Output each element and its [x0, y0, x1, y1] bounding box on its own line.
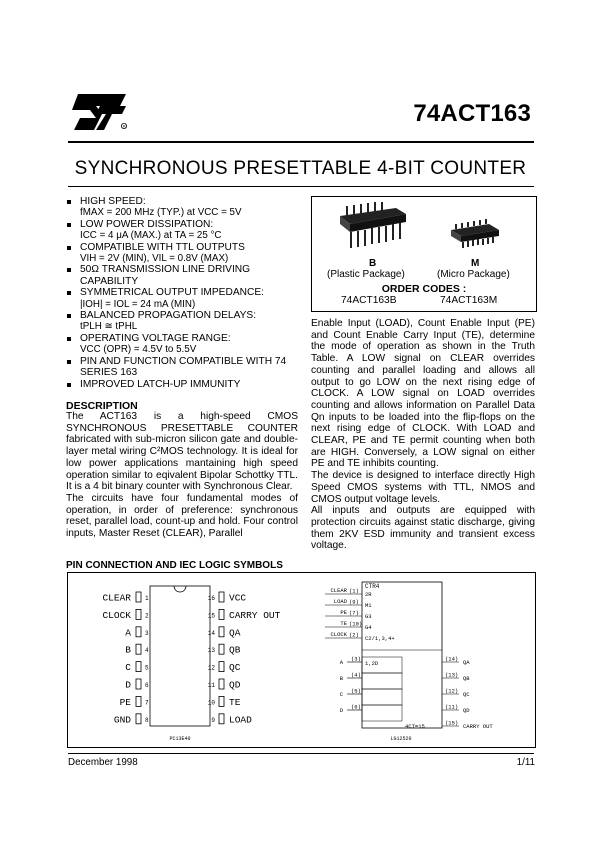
- iec-code: LG12520: [390, 736, 412, 742]
- dip-pin-number: 14: [207, 629, 215, 637]
- iec-output-number: (15): [445, 719, 459, 727]
- document-title: SYNCHRONOUS PRESETTABLE 4-BIT COUNTER: [74, 158, 527, 179]
- order-code-b: 74ACT163B: [341, 295, 397, 306]
- dip-pin-label: TE: [229, 696, 241, 708]
- iec-input-number: (9): [349, 598, 359, 606]
- iec-output-number: (11): [445, 703, 459, 711]
- dip-pin-number: 5: [145, 664, 149, 672]
- dip-pin-label: VCC: [229, 592, 247, 604]
- title-rule: [68, 186, 534, 187]
- iec-data-number: (5): [351, 687, 361, 695]
- description-paragraph: The ACT163 is a high-speed CMOS SYNCHRONOUS PRESETTABLE COUNTER fabricated with sub-micron silicon gate and double-layer metal wiring C²MOS technology. It is ideal for low power applications mantaining high speed operation similar to eqivalent Bipolar Schottky TTL. It is a 4 bit binary counter with Synchronous Clear.: [66, 411, 298, 493]
- so-package-image: [447, 218, 503, 252]
- dip-pin-label: PE: [119, 696, 131, 708]
- iec-output-number: (14): [445, 655, 459, 663]
- dip-pin-number: 1: [145, 595, 149, 602]
- dip-pin-label: CLOCK: [102, 609, 131, 621]
- dip-pin-label: CARRY OUT: [229, 609, 281, 621]
- feature-item: COMPATIBLE WITH TTL OUTPUTS VIH = 2V (MIN), VIL = 0.8V (MAX): [66, 242, 301, 265]
- dip-pin-left: [136, 627, 141, 637]
- iec-carry-function: 4CT=15: [405, 723, 425, 730]
- dip-pin-left: [136, 679, 141, 689]
- dip-pin-right: [219, 662, 224, 672]
- dip-pin-left: [136, 662, 141, 672]
- iec-output-label: QB: [463, 675, 470, 682]
- iec-data-label: A: [339, 659, 343, 666]
- part-number: 74ACT163: [413, 100, 531, 127]
- dip-pin-right: [219, 696, 224, 706]
- dip-pin-number: 6: [145, 682, 149, 689]
- iec-title: CTR4: [365, 583, 380, 590]
- dip-pin-number: 7: [145, 699, 149, 707]
- dip-pin-right: [219, 609, 224, 619]
- feature-item: LOW POWER DISSIPATION: ICC = 4 μA (MAX.) at TA = 25 °C: [66, 219, 301, 242]
- dip-pin-right: [219, 679, 224, 689]
- dip-pin-number: 11: [207, 682, 215, 689]
- footer-page: 1/11: [516, 757, 535, 768]
- dip-pin-label: CLEAR: [102, 592, 131, 604]
- st-logo: [72, 92, 128, 132]
- dip-pin-number: 13: [207, 647, 215, 655]
- iec-input-function: C2/1,3,4+: [365, 635, 395, 642]
- iec-input-number: (1): [349, 587, 359, 595]
- dip-pin-right: [219, 592, 224, 602]
- feature-item: 50Ω TRANSMISSION LINE DRIVING CAPABILITY: [66, 264, 301, 287]
- iec-input-number: (7): [349, 609, 359, 617]
- dip-pin-label: QC: [229, 662, 241, 674]
- dip-pin-label: A: [125, 627, 131, 639]
- iec-input-function: G3: [365, 613, 372, 620]
- iec-data-cell: [362, 689, 402, 705]
- description-paragraph: All inputs and outputs are equipped with protection circuits against static discharge, giving them 2KV ESD immunity and transient excess voltage.: [311, 505, 535, 552]
- description-continued: [311, 318, 535, 552]
- pin-diagram: [67, 572, 536, 748]
- dip-pin-number: 12: [207, 664, 215, 672]
- iec-input-number: (2): [349, 631, 359, 639]
- iec-data-cell: [362, 705, 402, 721]
- dip-pin-label: D: [125, 679, 131, 691]
- dip-pin-number: 2: [145, 612, 149, 620]
- iec-data-function: 1,2D: [365, 660, 379, 667]
- dip-pin-label: QA: [229, 627, 241, 639]
- iec-input-function: G4: [365, 624, 372, 631]
- dip-pin-left: [136, 592, 141, 602]
- description-paragraph: The device is designed to interface directly High Speed CMOS systems with TTL, NMOS and CMOS output voltage levels.: [311, 470, 535, 505]
- dip-pin-left: [136, 696, 141, 706]
- dip-pin-number: 3: [145, 629, 149, 637]
- package-b-name: (Plastic Package): [327, 269, 405, 280]
- description-heading: DESCRIPTION: [66, 400, 138, 412]
- dip-pin-label: B: [125, 644, 131, 656]
- iec-data-cell: [362, 673, 402, 689]
- feature-item: SYMMETRICAL OUTPUT IMPEDANCE: |IOH| = IOL = 24 mA (MIN): [66, 287, 301, 310]
- package-m-label: M: [471, 258, 480, 269]
- dip-notch: [174, 586, 186, 592]
- dip-pin-right: [219, 714, 224, 724]
- features-list: [66, 196, 301, 390]
- package-b-label: B: [369, 258, 377, 269]
- header-rule: [68, 141, 534, 143]
- feature-item: PIN AND FUNCTION COMPATIBLE WITH 74 SERIES 163: [66, 356, 301, 379]
- svg-text:R: R: [122, 123, 126, 129]
- dip-pin-label: QB: [229, 644, 241, 656]
- iec-input-number: (10): [349, 620, 363, 628]
- iec-input-label: CLEAR: [330, 587, 347, 594]
- iec-output-label: QA: [463, 659, 470, 666]
- iec-input-label: TE: [340, 620, 347, 627]
- dip-pin-number: 15: [207, 612, 215, 620]
- dip-pin-left: [136, 609, 141, 619]
- dip-pin-label: C: [125, 662, 131, 674]
- dip-pin-number: 8: [145, 716, 149, 724]
- iec-data-number: (3): [351, 655, 361, 663]
- iec-data-number: (4): [351, 671, 361, 679]
- dip-pin-right: [219, 644, 224, 654]
- iec-input-label: CLOCK: [330, 631, 347, 638]
- dip-pin-left: [136, 644, 141, 654]
- iec-data-number: (6): [351, 703, 361, 711]
- dip-pin-label: QD: [229, 679, 241, 691]
- dip-pin-label: GND: [113, 714, 131, 726]
- description-paragraph: Enable Input (LOAD), Count Enable Input (PE) and Count Enable Carry Input (TE), determine the mode of operation as shown in the Truth Table. A LOW signal on CLEAR overrides counting and parallel loading and allows all output to go LOW on the next rising edge of CLOCK. A LOW signal on LOAD overrides counting and allows information on Parallel Data Qn inputs to be loaded into the flip-flops on the next rising edge of CLOCK. With LOAD and CLEAR, PE and TE permit counting when both are HIGH. Conversely, a LOW signal on either PE and TE inhibits counting.: [311, 318, 535, 470]
- iec-data-label: B: [339, 675, 343, 682]
- iec-output-label: QD: [463, 707, 470, 714]
- dip-code: PC13E40: [169, 736, 191, 742]
- iec-input-function: M1: [365, 602, 372, 609]
- iec-input-label: LOAD: [333, 598, 347, 605]
- iec-input-function: 2R: [365, 591, 372, 598]
- order-code-m: 74ACT163M: [440, 295, 498, 306]
- feature-item: BALANCED PROPAGATION DELAYS: tPLH ≅ tPHL: [66, 310, 301, 333]
- description-paragraph: The circuits have four fundamental modes of operation, in order of preference: synchronous reset, parallel load, count-up and hold. Four control inputs, Master Reset (CLEAR), Parallel: [66, 492, 298, 540]
- description-body: [66, 411, 298, 540]
- iec-data-label: C: [339, 691, 343, 698]
- iec-input-label: PE: [340, 609, 347, 616]
- dip-pin-number: 9: [211, 716, 215, 724]
- feature-item: HIGH SPEED: fMAX = 200 MHz (TYP.) at VCC = 5V: [66, 196, 301, 219]
- dip-pin-label: LOAD: [229, 714, 252, 726]
- iec-output-number: (12): [445, 687, 459, 695]
- feature-item: OPERATING VOLTAGE RANGE: VCC (OPR) = 4.5V to 5.5V: [66, 333, 301, 356]
- dip-body: [150, 586, 210, 726]
- dip-pin-number: 16: [207, 595, 215, 602]
- footer-rule: [68, 753, 534, 754]
- iec-output-label: QC: [463, 691, 470, 698]
- iec-output-label: CARRY OUT: [463, 723, 493, 730]
- order-codes-heading: ORDER CODES :: [381, 283, 467, 295]
- dip-pin-left: [136, 714, 141, 724]
- package-m-name: (Micro Package): [437, 269, 510, 280]
- iec-output-number: (13): [445, 671, 459, 679]
- feature-item: IMPROVED LATCH-UP IMMUNITY: [66, 379, 301, 390]
- dip-package-image: [330, 202, 410, 256]
- dip-pin-number: 10: [207, 699, 215, 707]
- dip-pin-number: 4: [145, 647, 149, 655]
- footer-date: December 1998: [68, 757, 138, 768]
- pin-section-heading: PIN CONNECTION AND IEC LOGIC SYMBOLS: [66, 560, 283, 571]
- iec-data-label: D: [339, 707, 343, 714]
- dip-pin-right: [219, 627, 224, 637]
